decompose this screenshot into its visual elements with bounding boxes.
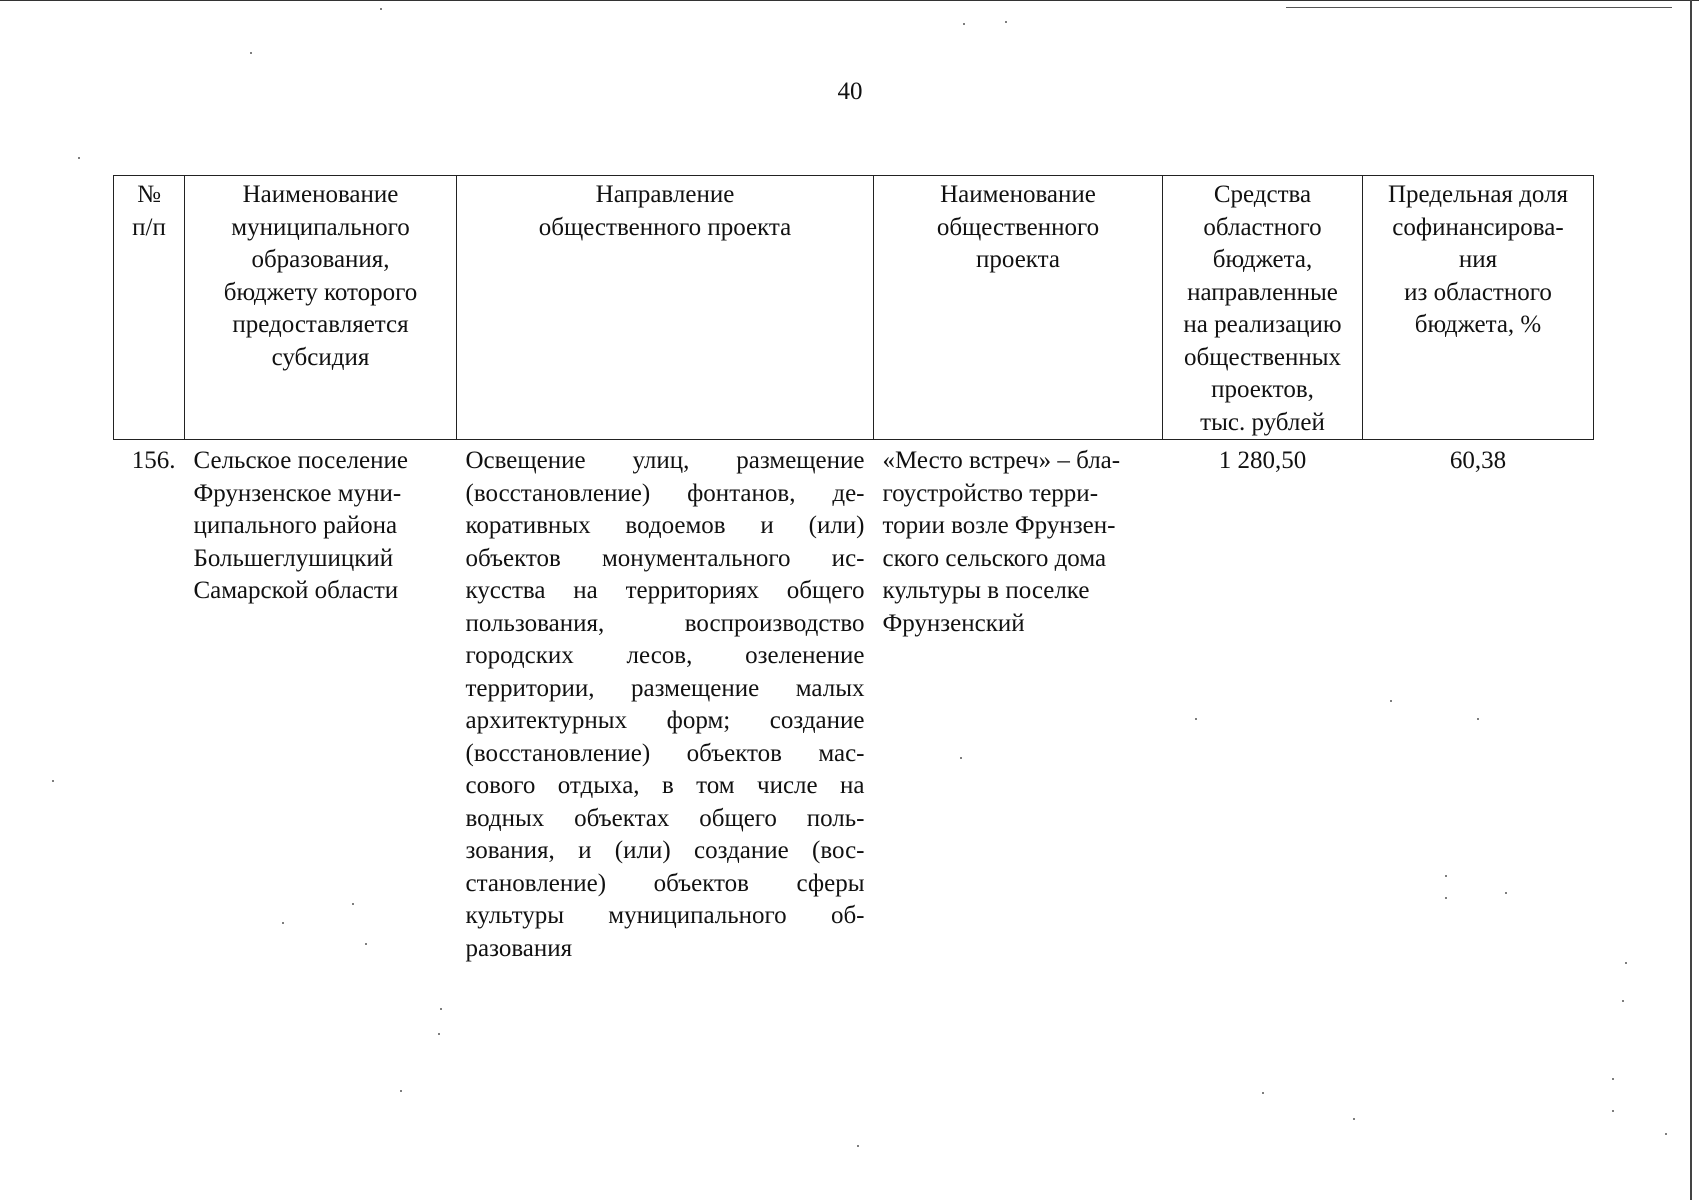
direction-line: территории, размещение малых — [465, 674, 865, 702]
direction-line: зования, и (или) создание (вос- — [465, 837, 865, 864]
municipality-name: Сельское поселение Фрунзенское муни- ципального района Большеглушицкий Самарской области — [193, 447, 409, 604]
direction-line: становление) объектов сферы — [465, 869, 865, 897]
direction-line: городских лесов, озеленение — [465, 642, 865, 669]
scan-speck — [857, 1145, 859, 1147]
table-row — [114, 440, 1594, 966]
header-project-name: Наименование общественного проекта — [874, 176, 1163, 440]
scan-speck — [440, 1008, 442, 1010]
scan-speck — [78, 157, 80, 159]
scan-speck — [1353, 1118, 1355, 1120]
direction-line: кусства на территориях общего — [465, 577, 865, 604]
header-municipality: Наименование муниципального образования, бюджету которого предоставляется субсидия — [185, 176, 457, 440]
header-regional-funds: Средства областного бюджета, направленные на реализацию общественных проектов, тыс. рублей — [1163, 176, 1363, 440]
scan-edge-top-right — [1286, 7, 1672, 8]
scan-speck — [1005, 21, 1007, 23]
direction-line: разования — [465, 934, 573, 962]
table-header-row — [114, 176, 1594, 440]
page-number: 40 — [837, 78, 863, 105]
direction-line: культуры муниципального об- — [465, 902, 865, 929]
header-cofinancing-share: Предельная доля софинансирова- ния из областного бюджета, % — [1363, 176, 1594, 440]
row-number: 156. — [131, 447, 176, 474]
scan-edge-top — [0, 0, 1699, 1]
scan-speck — [438, 1033, 440, 1035]
scan-speck — [963, 23, 965, 25]
direction-line: водных объектах общего поль- — [465, 804, 865, 832]
scan-speck — [400, 1090, 402, 1092]
scan-speck — [1612, 1078, 1614, 1080]
scan-speck — [380, 8, 382, 10]
direction-line: пользования, воспроизводство — [465, 609, 865, 637]
direction-line: (восстановление) фонтанов, де- — [465, 479, 865, 507]
cofinancing-share-value: 60,38 — [1449, 447, 1507, 474]
scan-speck — [250, 52, 252, 54]
scan-speck — [1665, 1133, 1667, 1135]
scan-speck — [1612, 1110, 1614, 1112]
project-direction — [457, 440, 874, 966]
scan-speck — [1262, 1092, 1264, 1094]
direction-line: архитектурных форм; создание — [465, 707, 865, 734]
header-number: № п/п — [114, 176, 185, 440]
regional-funds-value: 1 280,50 — [1218, 447, 1307, 474]
subsidy-table — [113, 175, 1594, 965]
scan-speck — [52, 780, 54, 782]
scan-speck — [1622, 1000, 1624, 1002]
scan-edge-right — [1690, 0, 1692, 1200]
header-project-direction: Направление общественного проекта — [457, 176, 874, 440]
direction-line: коративных водоемов и (или) — [465, 512, 865, 539]
scan-speck — [1625, 962, 1627, 964]
direction-line: Освещение улиц, размещение — [465, 447, 865, 474]
direction-line: сового отдыха, в том числе на — [465, 772, 865, 799]
project-name: «Место встреч» – бла- гоустройство терри- тории возле Фрунзен- ского сельского дома культуры в поселке Фрунзенский — [882, 447, 1121, 637]
direction-line: объектов монументального ис- — [465, 544, 865, 572]
direction-line: (восстановление) объектов мас- — [465, 739, 865, 767]
